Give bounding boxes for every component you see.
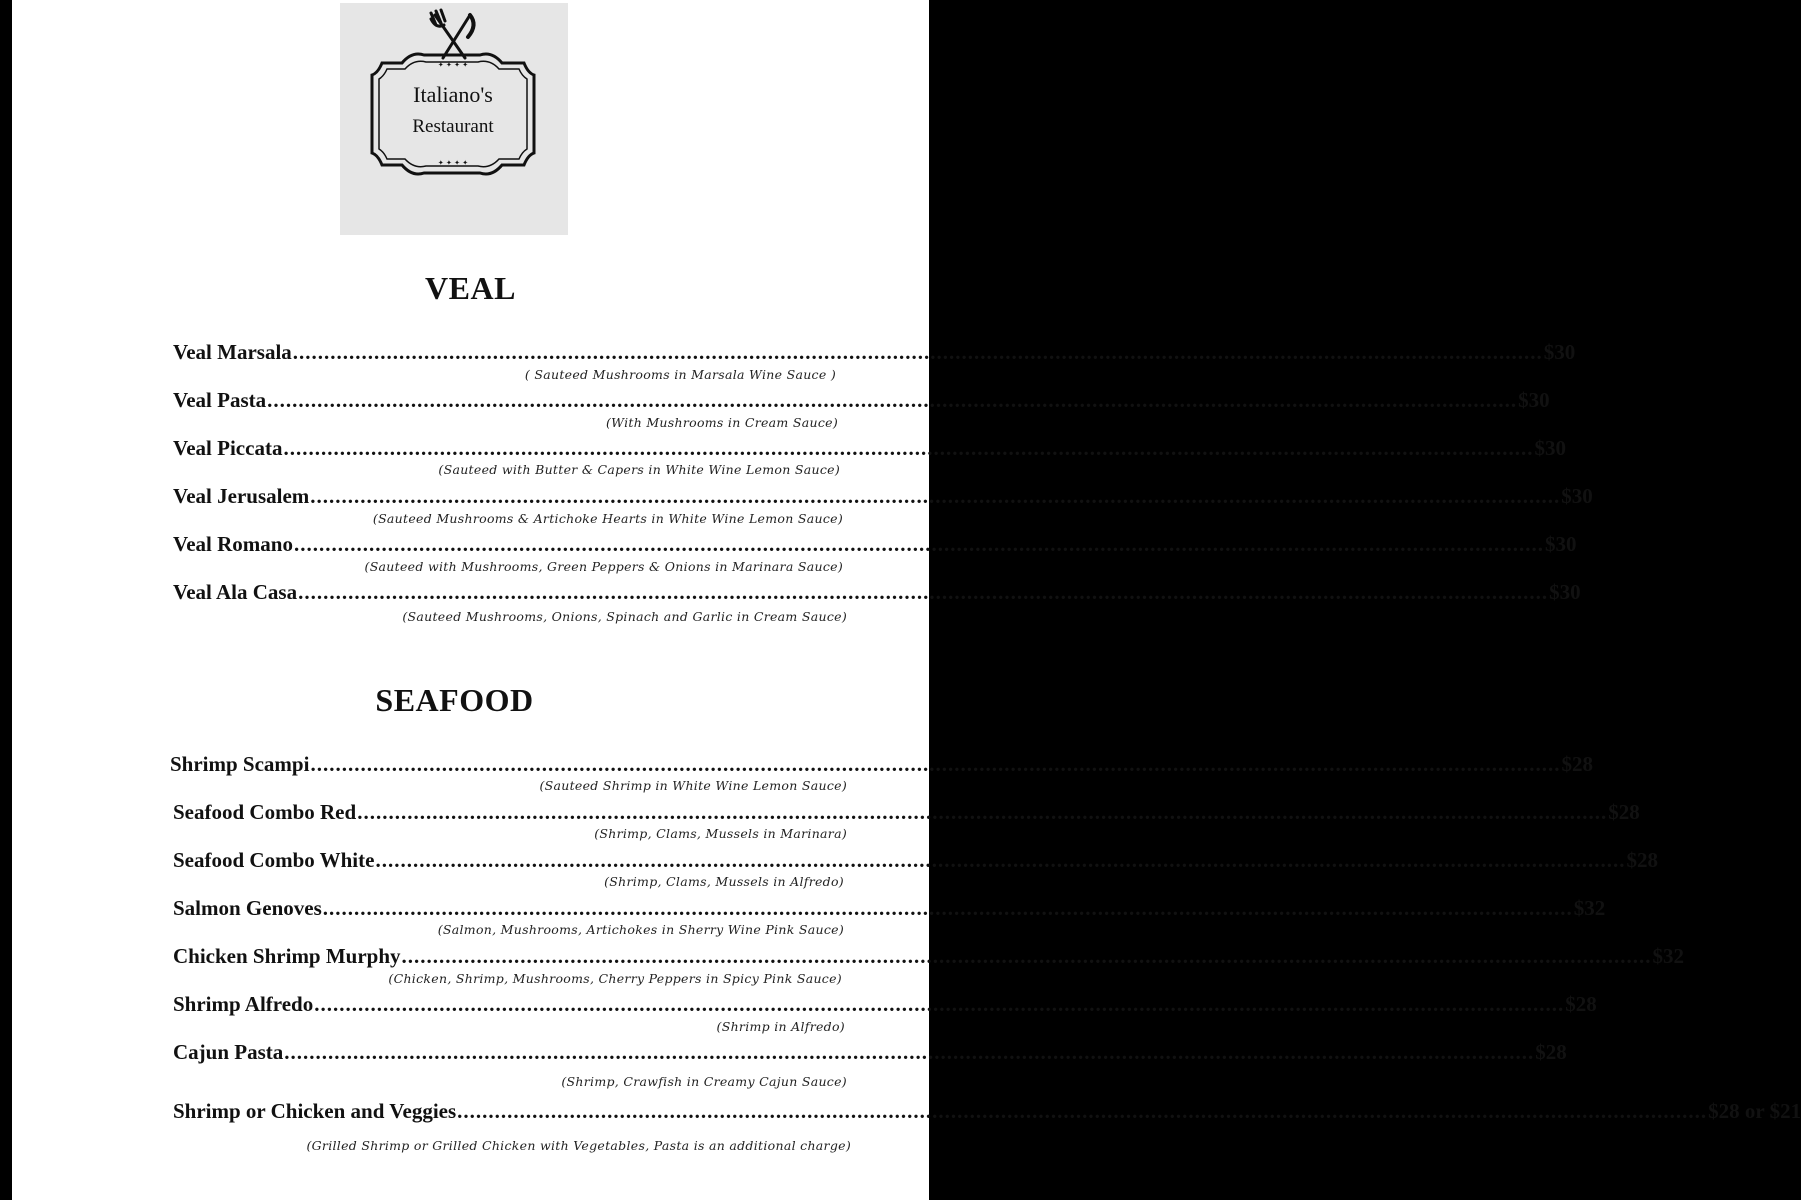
dot-leader: ........................................................................................................................................................................................................ (292, 340, 1543, 364)
item-name: Seafood Combo Red (173, 800, 357, 824)
item-description: (Grilled Shrimp or Grilled Chicken with Vegetables, Pasta is an additional charge) (306, 1138, 851, 1153)
menu-item (173, 1040, 1567, 1065)
menu-item (173, 484, 1593, 509)
item-name: Salmon Genoves (173, 896, 322, 920)
item-description: (Sauteed Shrimp in White Wine Lemon Sauce) (539, 778, 847, 793)
dot-leader: ........................................................................................................................................................................................................ (322, 896, 1573, 920)
menu-item (173, 340, 1576, 365)
dot-leader: ........................................................................................................................................................................................................ (357, 800, 1608, 824)
item-price: $30 (1534, 436, 1566, 460)
item-price: $30 (1544, 532, 1577, 556)
item-description: ( Sauteed Mushrooms in Marsala Wine Sauce ) (524, 367, 836, 382)
logo-emblem (340, 3, 568, 235)
logo-line2: Restaurant (412, 116, 494, 137)
menu-item (173, 944, 1685, 969)
item-name: Veal Romano (173, 532, 293, 556)
item-name: Veal Marsala (173, 340, 292, 364)
dot-leader: ........................................................................................................................................................................................................ (375, 848, 1626, 872)
section-title-seafood: SEAFOOD (375, 682, 534, 718)
menu-item (173, 1099, 1801, 1124)
dot-leader: ........................................................................................................................................................................................................ (298, 580, 1549, 604)
menu-item (173, 436, 1566, 461)
item-price: $30 (1549, 580, 1581, 604)
item-description: (Sauteed Mushrooms, Onions, Spinach and Garlic in Cream Sauce) (402, 609, 847, 624)
dot-leader: ........................................................................................................................................................................................................ (310, 484, 1561, 508)
menu-page (12, 0, 1801, 1200)
item-description: (With Mushrooms in Cream Sauce) (605, 415, 838, 430)
item-price: $28 (1626, 848, 1658, 872)
item-price: $28 (1565, 992, 1597, 1016)
item-price: $28 or $21 (1708, 1099, 1801, 1123)
dot-leader: ........................................................................................................................................................................................................ (401, 944, 1652, 968)
menu-item (173, 896, 1606, 921)
item-price: $28 (1535, 1040, 1567, 1064)
item-description: (Sauteed with Butter & Capers in White Wine Lemon Sauce) (438, 462, 840, 477)
item-description: (Shrimp in Alfredo) (716, 1019, 845, 1034)
item-description: (Chicken, Shrimp, Mushrooms, Cherry Peppers in Spicy Pink Sauce) (388, 971, 842, 986)
item-name: Veal Piccata (173, 436, 283, 460)
item-description: (Sauteed Mushrooms & Artichoke Hearts in White Wine Lemon Sauce) (372, 511, 843, 526)
svg-text:✦ ✦ ✦ ✦: ✦ ✦ ✦ ✦ (437, 61, 469, 69)
item-description: (Shrimp, Crawfish in Creamy Cajun Sauce) (561, 1074, 847, 1089)
dot-leader: ........................................................................................................................................................................................................ (284, 1040, 1535, 1064)
menu-item (173, 388, 1550, 413)
dot-leader: ........................................................................................................................................................................................................ (293, 532, 1544, 556)
dot-leader: ........................................................................................................................................................................................................ (314, 992, 1565, 1016)
menu-item (173, 532, 1577, 557)
item-name: Chicken Shrimp Murphy (173, 944, 401, 968)
dot-leader: ........................................................................................................................................................................................................ (283, 436, 1534, 460)
item-name: Shrimp or Chicken and Veggies (173, 1099, 457, 1123)
menu-item (170, 752, 1593, 777)
menu-item (173, 580, 1581, 605)
item-price: $30 (1518, 388, 1550, 412)
item-name: Seafood Combo White (173, 848, 375, 872)
menu-item (173, 992, 1597, 1017)
item-description: (Salmon, Mushrooms, Artichokes in Sherry Wine Pink Sauce) (437, 922, 844, 937)
menu-item (173, 800, 1640, 825)
item-name: Cajun Pasta (173, 1040, 284, 1064)
item-description: (Shrimp, Clams, Mussels in Alfredo) (604, 874, 844, 889)
item-name: Shrimp Scampi (170, 752, 310, 776)
logo-line1: Italiano's (413, 82, 493, 107)
item-price: $32 (1573, 896, 1606, 920)
item-price: $32 (1652, 944, 1685, 968)
fork-knife-icon (431, 10, 474, 58)
item-description: (Sauteed with Mushrooms, Green Peppers & Onions in Marinara Sauce) (364, 559, 843, 574)
svg-text:✦ ✦ ✦ ✦: ✦ ✦ ✦ ✦ (437, 159, 469, 167)
dot-leader: ........................................................................................................................................................................................................ (267, 388, 1518, 412)
item-price: $30 (1543, 340, 1576, 364)
dot-leader: ........................................................................................................................................................................................................ (310, 752, 1561, 776)
item-name: Veal Ala Casa (173, 580, 298, 604)
item-description: (Shrimp, Clams, Mussels in Marinara) (594, 826, 847, 841)
item-name: Shrimp Alfredo (173, 992, 314, 1016)
section-title-veal: VEAL (425, 270, 516, 306)
item-price: $28 (1608, 800, 1640, 824)
item-name: Veal Jerusalem (173, 484, 310, 508)
dot-leader: ........................................................................................................................................................................................................ (457, 1099, 1708, 1123)
menu-item (173, 848, 1658, 873)
item-price: $30 (1561, 484, 1593, 508)
item-name: Veal Pasta (173, 388, 267, 412)
restaurant-logo (340, 3, 568, 235)
item-price: $28 (1561, 752, 1593, 776)
